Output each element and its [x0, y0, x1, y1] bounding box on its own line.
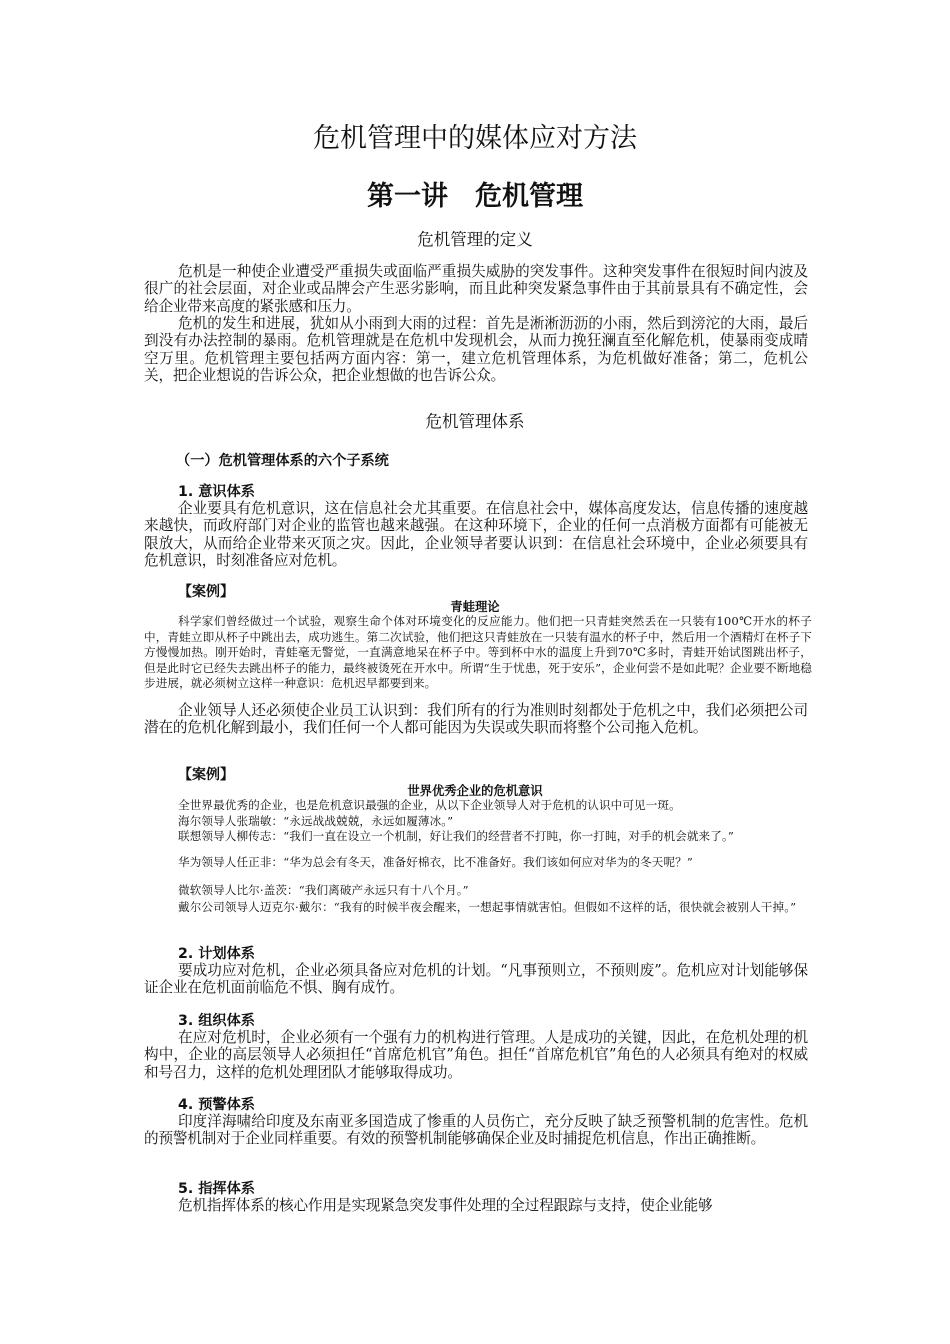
- case-line: 全世界最优秀的企业，也是危机意识最强的企业，从以下企业领导人对于危机的认识中可见一斑。: [178, 798, 681, 812]
- item-heading-awareness: 1. 意识体系: [178, 484, 255, 500]
- section-heading-definition: 危机管理的定义: [417, 230, 533, 249]
- paragraph-organization: 在应对危机时，企业必须有一个强有力的机构进行管理。人是成功的关键，因此，在危机处理的机构中，企业的高层领导人必须担任“首席危机官”角色。担任“首席危机官”角色的人必须具有绝对的权威和号召力，这样的危机处理团队才能够取得成功。: [144, 1029, 808, 1081]
- case-line: 华为领导人任正非：“华为总会有冬天，准备好棉衣，比不准备好。我们该如何应对华为的冬天呢？”: [178, 855, 693, 869]
- document-title: 危机管理中的媒体应对方法: [313, 123, 637, 154]
- item-heading-command: 5. 指挥体系: [178, 1181, 255, 1197]
- paragraph-definition-2: 危机的发生和进展，犹如从小雨到大雨的过程：首先是淅淅沥沥的小雨，然后到滂沱的大雨，最后到没有办法控制的暴雨。危机管理就是在危机中发现机会，从而力挽狂澜直至化解危机，使暴雨变成晴空万里。危机管理主要包括两方面内容：第一，建立危机管理体系，为危机做好准备；第二，危机公关，把企业想说的告诉公众，把企业想做的也告诉公众。: [144, 315, 808, 384]
- paragraph-awareness-2: 企业领导人还必须使企业员工认识到：我们所有的行为准则时刻都处于危机之中，我们必须把公司潜在的危机化解到最小，我们任何一个人都可能因为失误或失职而将整个公司拖入危机。: [144, 702, 808, 737]
- paragraph-command: 危机指挥体系的核心作用是实现紧急突发事件处理的全过程跟踪与支持，使企业能够: [178, 1197, 713, 1214]
- case-title-awareness: 世界优秀企业的危机意识: [407, 784, 543, 798]
- item-heading-organization: 3. 组织体系: [178, 1013, 255, 1029]
- paragraph-awareness: 企业要具有危机意识，这在信息社会尤其重要。在信息社会中，媒体高度发达，信息传播的速度越来越快，而政府部门对企业的监管也越来越强。在这种环境下，企业的任何一点消极方面都有可能被无限放大，从而给企业带来灭顶之灾。因此，企业领导者要认识到：在信息社会环境中，企业必须要具有危机意识，时刻准备应对危机。: [144, 500, 808, 569]
- paragraph-plan: 要成功应对危机，企业必须具备应对危机的计划。“凡事预则立，不预则废”。危机应对计划能够保证企业在危机面前临危不惧、胸有成竹。: [144, 962, 808, 997]
- item-heading-plan: 2. 计划体系: [178, 946, 255, 962]
- case-text-frog: 科学家们曾经做过一个试验，观察生命个体对环境变化的反应能力。他们把一只青蛙突然丢在一只装有100℃开水的杯子中，青蛙立即从杯子中跳出去，成功逃生。第二次试验，他们把这只青蛙放在一只装有温水的杯子中，然后用一个酒精灯在杯子下方慢慢加热。刚开始时，青蛙毫无警觉，一直满意地呆在杯子中。等到杯中水的温度上升到70℃多时，青蛙开始试图跳出杯子，但是此时它已经失去跳出杯子的能力，最终被烫死在开水中。所谓“生于忧患，死于安乐”，企业何尝不是如此呢？企业要不断地稳步进展，就必须树立这样一种意识：危机迟早都要到来。: [144, 614, 812, 691]
- case-line: 联想领导人柳传志：“我们一直在设立一个机制，好让我们的经营者不打盹，你一打盹，对手的机会就来了。”: [178, 829, 734, 843]
- lecture-heading: 第一讲 危机管理: [367, 181, 583, 212]
- case-tag-2: 【案例】: [178, 767, 234, 783]
- case-line: 戴尔公司领导人迈克尔·戴尔：“我有的时候半夜会醒来，一想起事情就害怕。但假如不这样的话，很快就会被别人干掉。”: [178, 900, 797, 914]
- case-line: 海尔领导人张瑞敏：“永远战战兢兢，永远如履薄冰。”: [178, 814, 454, 828]
- item-heading-warning: 4. 预警体系: [178, 1097, 255, 1113]
- paragraph-warning: 印度洋海啸给印度及东南亚多国造成了惨重的人员伤亡，充分反映了缺乏预警机制的危害性。危机的预警机制对于企业同样重要。有效的预警机制能够确保企业及时捕捉危机信息，作出正确推断。: [144, 1113, 808, 1148]
- paragraph-definition-1: 危机是一种使企业遭受严重损失或面临严重损失威胁的突发事件。这种突发事件在很短时间内波及很广的社会层面，对企业或品牌会产生恶劣影响，而且此种突发紧急事件由于其前景具有不确定性，会给企业带来高度的紧张感和压力。: [144, 263, 808, 315]
- subsection-heading: （一）危机管理体系的六个子系统: [176, 453, 389, 469]
- section-heading-system: 危机管理体系: [425, 412, 525, 431]
- case-tag-1: 【案例】: [178, 584, 234, 600]
- case-title-frog: 青蛙理论: [450, 600, 500, 614]
- case-line: 微软领导人比尔·盖茨：“我们离破产永远只有十八个月。”: [178, 883, 469, 897]
